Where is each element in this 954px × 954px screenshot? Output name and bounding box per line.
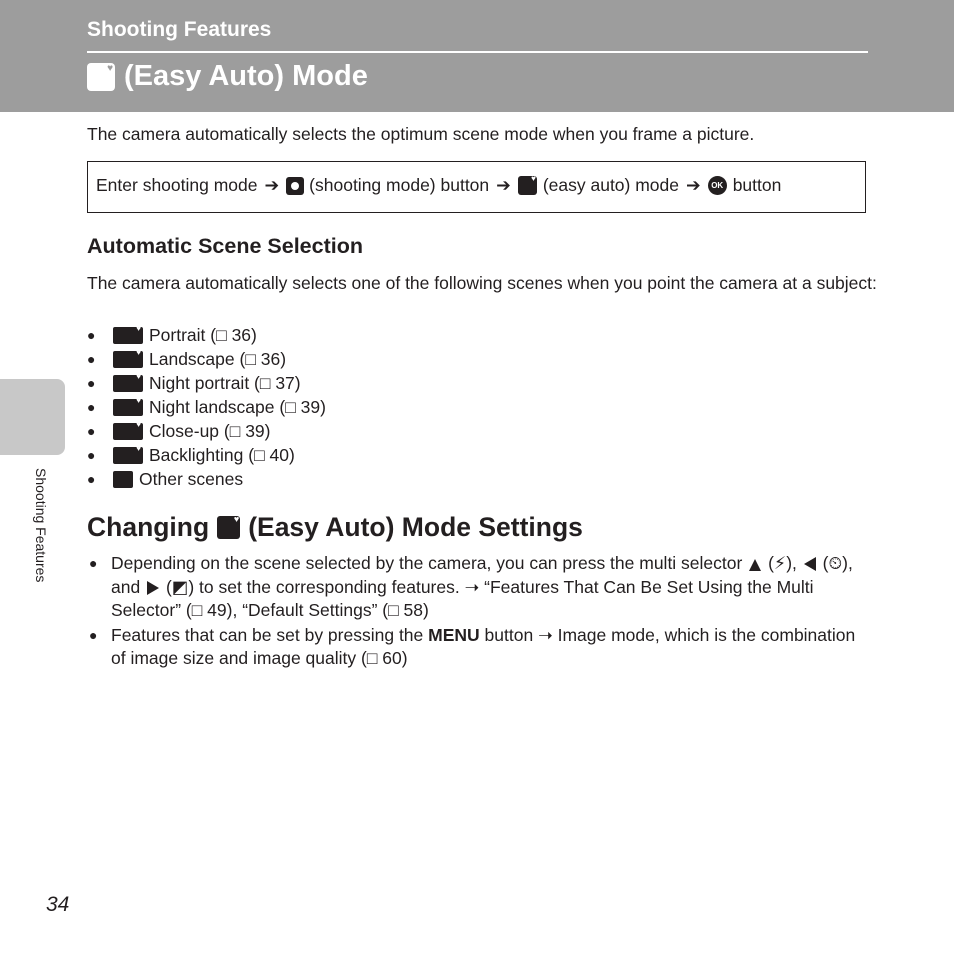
list-item <box>87 395 326 419</box>
scene-label: Night landscape ( <box>149 396 286 417</box>
bullet: ● <box>87 471 96 487</box>
scene-selection-heading: Automatic Scene Selection <box>87 234 363 258</box>
reference-icon: □ <box>245 348 256 369</box>
procedure-steps <box>96 175 781 196</box>
portrait-scene-icon <box>113 327 143 344</box>
note-text: Depending on the scene selected by the camera, you can press the multi selector <box>111 553 743 573</box>
night-landscape-scene-icon <box>113 399 143 416</box>
note-text: ( <box>768 553 774 573</box>
bullet: ● <box>87 399 96 415</box>
scene-label: Close-up ( <box>149 420 230 441</box>
note-text: ), “Default Settings” ( <box>226 600 389 620</box>
easy-auto-mode-icon <box>217 516 240 539</box>
ref-close: ) <box>288 444 295 465</box>
note-text: Features that can be set by pressing the <box>111 624 424 645</box>
scene-selection-paragraph: The camera automatically selects one of the following scenes when you point the camera at a subject: <box>87 273 877 293</box>
list-item <box>87 371 326 395</box>
page-number: 34 <box>46 893 70 916</box>
ok-button-icon: OK <box>708 176 727 195</box>
arrow-right-icon: ➔ <box>686 175 701 195</box>
page-ref: 39 <box>245 420 265 441</box>
reference-icon: □ <box>259 372 271 393</box>
reference-icon: □ <box>366 648 378 668</box>
multi-selector-up-icon <box>749 559 761 571</box>
list-item <box>87 419 326 443</box>
side-tab <box>0 379 65 455</box>
procedure-step-3: (easy auto) mode <box>542 175 680 195</box>
bullet: ● <box>89 555 98 571</box>
settings-heading <box>87 512 583 543</box>
bullet: ● <box>87 327 96 343</box>
night-portrait-scene-icon <box>113 375 143 392</box>
backlighting-scene-icon <box>113 447 143 464</box>
list-item <box>87 323 326 347</box>
reference-icon: □ <box>254 444 265 465</box>
other-scenes-icon <box>113 471 133 488</box>
scene-label: Night portrait ( <box>149 372 260 393</box>
scene-list <box>87 323 326 491</box>
scene-label: Backlighting ( <box>149 444 255 465</box>
note-text: button ➝ Image mode, which is the combination of image size and image quality ( <box>111 624 856 668</box>
ref-close: ) <box>320 396 326 417</box>
settings-heading-post: (Easy Auto) Mode Settings <box>248 512 583 542</box>
reference-icon: □ <box>216 324 227 345</box>
note-text: ), and <box>111 553 853 597</box>
bullet: ● <box>87 447 96 463</box>
ref-close: ) <box>280 348 287 369</box>
list-item <box>87 347 326 371</box>
note-text: ) <box>401 648 408 668</box>
page-ref: 36 <box>260 348 281 369</box>
flash-icon: ⚡ <box>773 553 787 573</box>
header-divider <box>87 51 868 53</box>
easy-auto-mode-icon: ♥ <box>87 63 115 91</box>
list-item <box>87 443 326 467</box>
scene-label: Portrait ( <box>149 324 217 345</box>
page-title-text: (Easy Auto) Mode <box>124 60 368 92</box>
procedure-step-1: Enter shooting mode <box>96 175 258 195</box>
ref-close: ) <box>294 372 301 393</box>
bullet: ● <box>87 375 96 391</box>
settings-notes <box>87 552 867 672</box>
page-ref: 36 <box>231 324 252 345</box>
bullet: ● <box>89 626 98 643</box>
ref-close: ) <box>251 324 257 345</box>
scene-label: Landscape ( <box>149 348 246 369</box>
page-header <box>0 0 954 112</box>
list-item <box>87 467 326 491</box>
settings-heading-pre: Changing <box>87 512 210 542</box>
multi-selector-right-icon <box>147 581 159 595</box>
page-ref: 58 <box>403 600 424 620</box>
page-ref: 40 <box>269 444 289 465</box>
list-item <box>87 552 867 623</box>
self-timer-icon: ⏲ <box>828 553 843 573</box>
reference-icon: □ <box>229 420 241 441</box>
camera-icon <box>286 177 304 195</box>
note-text: ( <box>165 576 172 597</box>
ref-close: ) <box>264 420 271 441</box>
multi-selector-left-icon <box>804 557 816 571</box>
page-ref: 37 <box>275 372 295 393</box>
menu-button-icon: MENU <box>428 624 480 645</box>
reference-icon: □ <box>191 600 203 620</box>
procedure-box <box>87 161 866 213</box>
easy-auto-mode-icon <box>518 176 537 195</box>
reference-icon: □ <box>285 396 296 417</box>
procedure-step-4: button <box>732 175 782 195</box>
bullet: ● <box>87 351 96 367</box>
side-tab-label: Shooting Features <box>33 468 49 583</box>
arrow-right-icon: ➔ <box>496 175 511 195</box>
section-label: Shooting Features <box>87 18 272 41</box>
landscape-scene-icon <box>113 351 143 368</box>
note-text: ) <box>423 600 429 620</box>
intro-text: The camera automatically selects the optimum scene mode when you frame a picture. <box>87 124 755 144</box>
note-text: ), <box>786 553 797 573</box>
exposure-compensation-icon: ◩ <box>171 576 189 597</box>
page-ref: 39 <box>300 396 321 417</box>
page-ref: 60 <box>382 648 402 668</box>
note-text: ( <box>822 553 829 573</box>
note-text: ) to set the corresponding features. ➝ “Features That Can Be Set Using the Multi Selector” ( <box>111 576 814 620</box>
page-title <box>87 60 368 93</box>
arrow-right-icon: ➔ <box>264 175 280 195</box>
page-ref: 49 <box>207 600 227 620</box>
list-item <box>87 624 867 671</box>
procedure-step-2: (shooting mode) button <box>309 175 490 195</box>
close-up-scene-icon <box>113 423 143 440</box>
scene-label: Other scenes <box>139 468 244 489</box>
bullet: ● <box>87 423 96 439</box>
reference-icon: □ <box>388 600 399 620</box>
